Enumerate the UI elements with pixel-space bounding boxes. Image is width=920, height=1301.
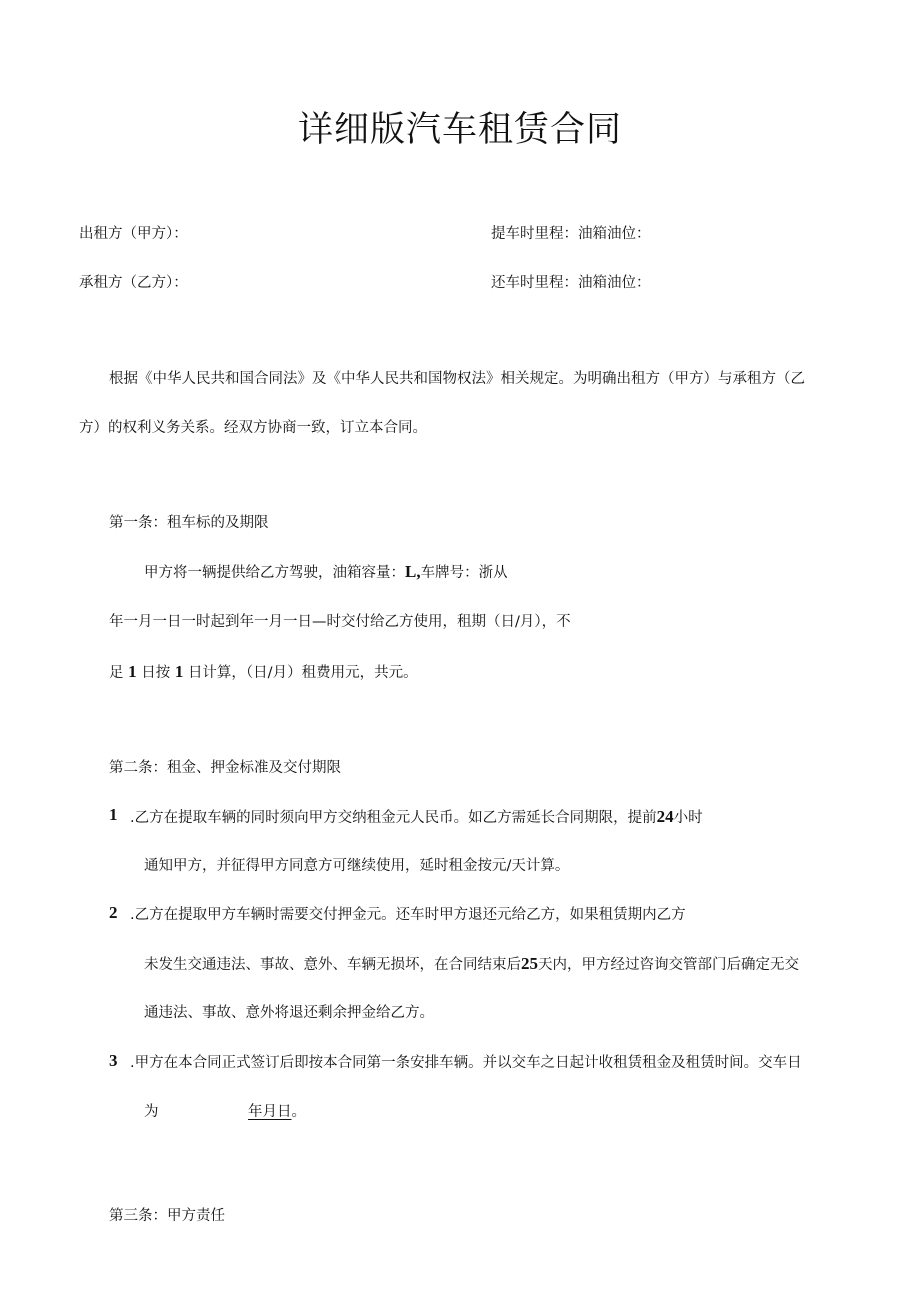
article-2-item-1-line-1 [130,807,703,828]
article-1-line-3-text-a: 足 [109,665,124,681]
article-2-item-2-line-3: 通违法、事故、意外将退还剩余押金给乙方。 [144,1005,434,1021]
return-mileage-label: 还车时里程：油箱油位： [491,275,651,291]
deposit-refund-days: 25 [521,954,538,973]
pickup-mileage-label: 提车时里程：油箱油位： [491,226,651,242]
article-3-heading: 第三条：甲方责任 [109,1208,225,1224]
article-2-heading: 第二条：租金、押金标准及交付期限 [109,760,341,776]
article-1-line-2: 年一月一日一时起到年一月一日—时交付给乙方使用，租期（日/月），不 [109,614,571,630]
article-1-line-1-text-c: 车牌号：浙从 [420,565,508,581]
article-2-item-3-date [248,1102,306,1122]
lessor-label: 出租方（甲方）： [79,226,188,242]
advance-notice-hours: 24 [656,807,674,826]
lessee-label: 承租方（乙方）： [79,275,188,291]
article-1-number-1: 1 [128,662,137,681]
article-1-line-3-text-e: 日计算，（日/月）租费用元，共元。 [187,665,418,681]
article-1-number-2: 1 [174,662,184,681]
fuel-capacity-unit: L, [405,562,421,581]
document-title: 详细版汽车租赁合同 [297,110,622,150]
delivery-date-period: 。 [291,1104,306,1120]
article-2-item-2-line-1: .乙方在提取甲方车辆时需要交付押金元。还车时甲方退还元给乙方，如果租赁期内乙方 [130,907,686,923]
article-1-line-1-text-a: 甲方将一辆提供给乙方驾驶，油箱容量： [144,565,405,581]
article-2-item-2-text-a: 未发生交通违法、事故、意外、车辆无损坏，在合同结束后 [144,957,521,973]
article-2-item-2-line-2 [144,954,799,975]
article-2-item-3-line-1: .甲方在本合同正式签订后即按本合同第一条安排车辆。并以交车之日起计收租赁租金及租赁时间。交车日 [130,1055,802,1071]
article-2-item-2-number: 2 [109,903,118,922]
article-1-line-3 [109,662,418,683]
article-2-item-2-text-c: 天内，甲方经过咨询交管部门后确定无交 [538,957,799,973]
article-2-item-1-line-2: 通知甲方，并征得甲方同意方可继续使用，延时租金按元/天计算。 [144,858,570,874]
article-2-item-1-text-a: .乙方在提取车辆的同时须向甲方交纳租金元人民币。如乙方需延长合同期限，提前 [130,810,657,826]
article-1-line-1 [144,562,508,583]
article-1-line-3-text-c: 日按 [141,665,171,681]
delivery-date-blank: 年月日 [248,1104,292,1120]
article-2-item-1-number: 1 [109,805,118,824]
intro-line-1: 根据《中华人民共和国合同法》及《中华人民共和国物权法》相关规定。为明确出租方（甲方）与承租方（乙 [109,371,805,387]
article-2-item-3-number: 3 [109,1051,118,1070]
article-2-item-3-prefix: 为 [144,1104,159,1120]
intro-line-2: 方）的权利义务关系。经双方协商一致，订立本合同。 [79,420,427,436]
article-1-heading: 第一条：租车标的及期限 [109,515,269,531]
article-2-item-1-text-c: 小时 [673,810,703,826]
